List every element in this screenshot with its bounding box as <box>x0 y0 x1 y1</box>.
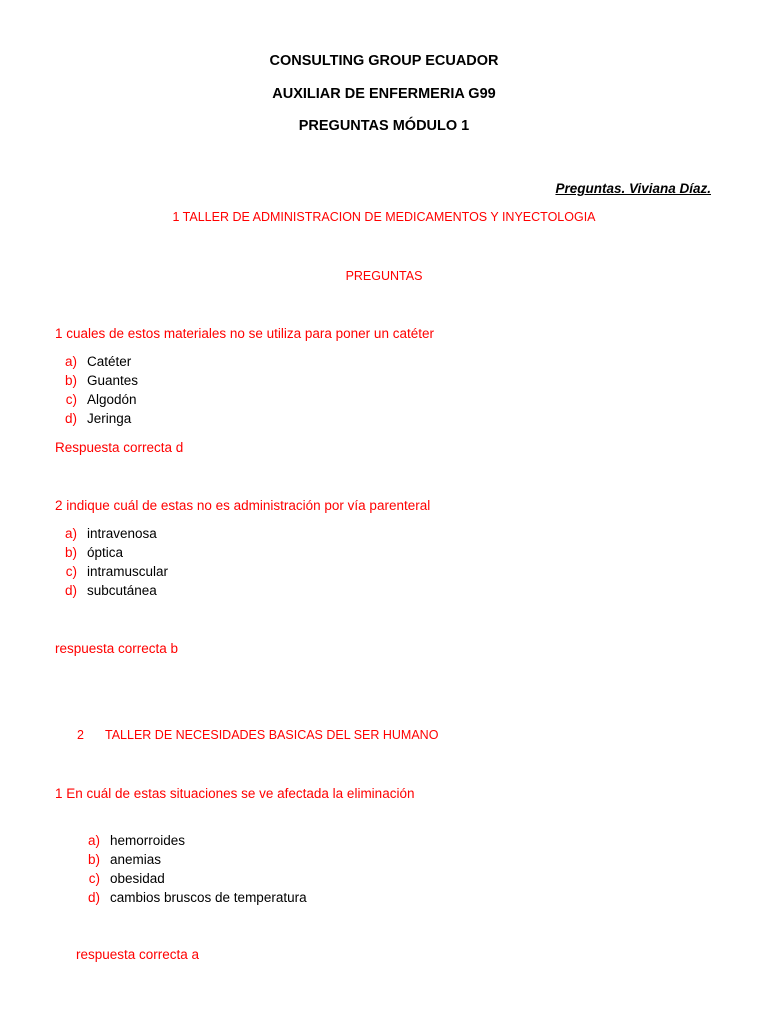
option-letter: b) <box>87 852 100 867</box>
option-text: Catéter <box>87 354 132 369</box>
question-1-option-a <box>55 354 131 369</box>
question-1-answer: Respuesta correcta d <box>55 440 184 455</box>
option-text: óptica <box>87 545 124 560</box>
option-text: Guantes <box>87 373 139 388</box>
question-1-option-c <box>55 392 137 407</box>
option-letter: d) <box>64 411 77 426</box>
author-line: Preguntas. Viviana Díaz. <box>555 181 711 196</box>
option-text: intramuscular <box>87 564 169 579</box>
question-3-option-c <box>78 871 165 886</box>
option-text: cambios bruscos de temperatura <box>110 890 307 905</box>
option-text: obesidad <box>110 871 165 886</box>
option-text: Jeringa <box>87 411 132 426</box>
option-text: subcutánea <box>87 583 157 598</box>
option-letter: a) <box>64 526 77 541</box>
section1-title: 1 TALLER DE ADMINISTRACION DE MEDICAMENTOS Y INYECTOLOGIA <box>172 210 596 224</box>
option-text: intravenosa <box>87 526 157 541</box>
question-3-option-d <box>78 890 307 905</box>
header-module: PREGUNTAS MÓDULO 1 <box>298 118 470 134</box>
section2-number: 2 <box>77 728 84 742</box>
option-text: hemorroides <box>110 833 186 848</box>
option-letter: b) <box>64 373 77 388</box>
question-3-option-b <box>78 852 161 867</box>
question-2-option-d <box>55 583 157 598</box>
question-1-option-b <box>55 373 138 388</box>
section2-title: TALLER DE NECESIDADES BASICAS DEL SER HUMANO <box>105 728 439 742</box>
question-2-option-c <box>55 564 168 579</box>
question-3-text: 1 En cuál de estas situaciones se ve afectada la eliminación <box>55 786 415 801</box>
option-letter: d) <box>64 583 77 598</box>
option-letter: c) <box>65 564 77 579</box>
question-2-text: 2 indique cuál de estas no es administración por vía parenteral <box>55 498 431 513</box>
option-letter: c) <box>88 871 100 886</box>
option-letter: c) <box>65 392 77 407</box>
option-letter: d) <box>87 890 100 905</box>
option-letter: b) <box>64 545 77 560</box>
header-course: AUXILIAR DE ENFERMERIA G99 <box>272 86 496 102</box>
header-company: CONSULTING GROUP ECUADOR <box>269 53 499 69</box>
question-3-option-a <box>78 833 185 848</box>
option-text: anemias <box>110 852 162 867</box>
question-2-option-a <box>55 526 157 541</box>
option-letter: a) <box>87 833 100 848</box>
option-text: Algodón <box>87 392 137 407</box>
section1-subtitle: PREGUNTAS <box>345 269 423 283</box>
question-1-text: 1 cuales de estos materiales no se utiliza para poner un catéter <box>55 326 434 341</box>
option-letter: a) <box>64 354 77 369</box>
question-2-answer: respuesta correcta b <box>55 641 179 656</box>
question-2-option-b <box>55 545 123 560</box>
question-3-answer: respuesta correcta a <box>76 947 200 962</box>
question-1-option-d <box>55 411 131 426</box>
